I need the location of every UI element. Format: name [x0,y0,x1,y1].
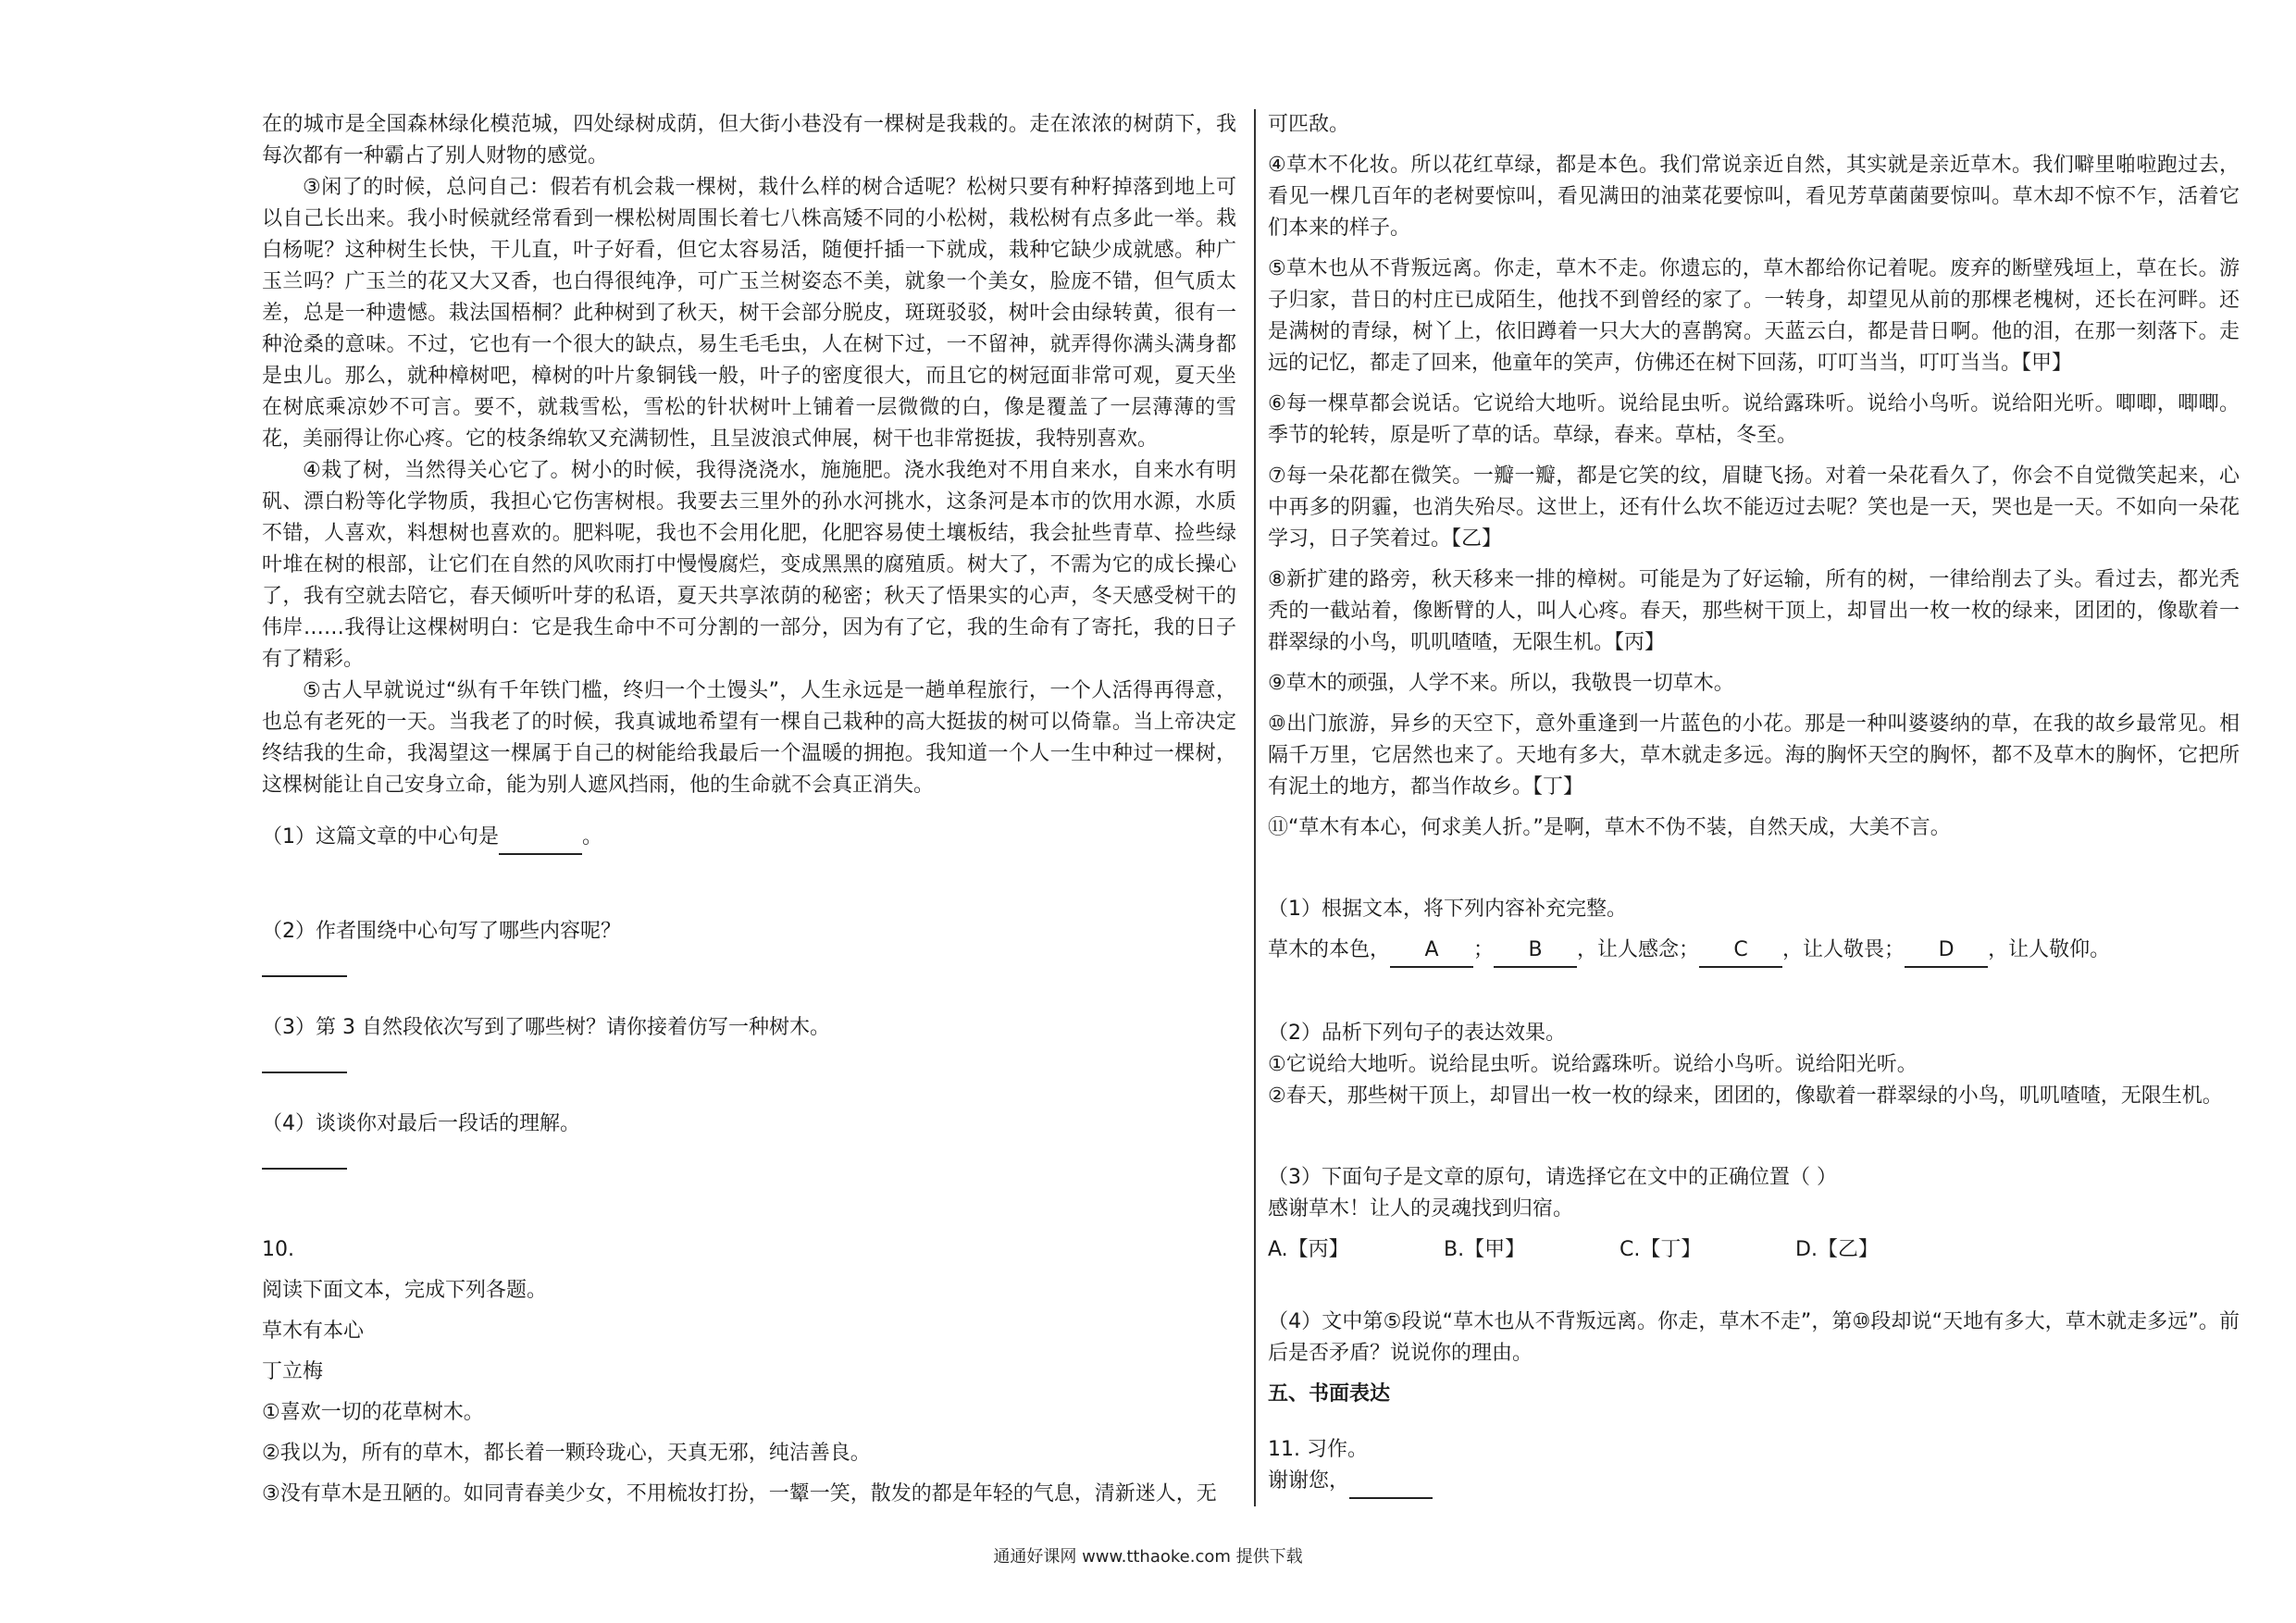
sub-question-2: （2）品析下列句子的表达效果。 [1268,1022,1566,1045]
column-divider [1254,109,1256,1506]
answer-line-2[interactable] [262,948,347,977]
blank-b[interactable]: B [1494,935,1577,968]
blank-c[interactable]: C [1699,935,1782,968]
page-footer: 通通好课网 www.tthaoke.com 提供下载 [993,1547,1303,1567]
section-5-heading: 五、书面表达 [1268,1382,1391,1406]
essay-prompt [1268,1466,2240,1499]
reading-paragraph-4: ④草木不化妆。所以花红草绿，都是本色。我们常说亲近自然，其实就是亲近草木。我们噼里啪啦跑过去，看见一棵几百年的老树要惊叫，看见满田的油菜花要惊叫，看见芳草菌菌要惊叫。草木却不惊不乍，活着它们本来的样子。 [1268,154,2240,240]
option-a[interactable]: A.【丙】 [1268,1238,1349,1261]
reading-title: 草木有本心 [262,1319,365,1343]
essay-prompt-text: 谢谢您， [1268,1469,1350,1493]
answer-line-4[interactable] [262,1140,347,1170]
reading-paragraph-7: ⑦每一朵花都在微笑。一瓣一瓣，都是它笑的纹，眉睫飞扬。对着一朵花看久了，你会不自觉微笑起来，心中再多的阴霾，也消失殆尽。这世上，还有什么坎不能迈过去呢？笑也是一天，哭也是一天。不如向一朵花学习，日子笑着过。【乙】 [1268,465,2240,551]
right-column [1268,109,2240,1508]
option-c[interactable]: C.【丁】 [1620,1238,1702,1261]
reading-paragraph-5: ⑤草木也从不背叛远离。你走，草木不走。你遗忘的，草木都给你记着呢。废弃的断壁残垣上，草在长。游子归家，昔日的村庄已成陌生，他找不到曾经的家了。一转身，却望见从前的那棵老槐树，还长在河畔。还是满树的青绿，树丫上，依旧蹲着一只大大的喜鹊窝。天蓝云白，都是昔日啊。他的泪，在那一刻落下。走远的记忆，都走了回来，他童年的笑声，仿佛还在树下回荡，叮叮当当，叮叮当当。【甲】 [1268,257,2240,375]
option-b[interactable]: B.【甲】 [1444,1238,1526,1261]
question-number-10: 10. [262,1238,294,1261]
blank-a[interactable]: A [1390,935,1473,968]
sub-question-4: （4）文中第⑤段说“草木也从不背叛远离。你走，草木不走”，第⑩段却说“天地有多大，草木就走多远”。前后是否矛盾？说说你的理由。 [1268,1310,2240,1365]
reading-author: 丁立梅 [262,1360,324,1383]
paragraph-4: ④栽了树，当然得关心它了。树小的时候，我得浇浇水，施施肥。浇水我绝对不用自来水，自来水有明矾、漂白粉等化学物质，我担心它伤害树根。我要去三里外的孙水河挑水，这条河是本市的饮用水源，水质不错，人喜欢，料想树也喜欢的。肥料呢，我也不会用化肥，化肥容易使土壤板结，我会扯些青草、捡些绿叶堆在树的根部，让它们在自然的风吹雨打中慢慢腐烂，变成黑黑的腐殖质。树大了，不需为它的成长操心了，我有空就去陪它，春天倾听叶芽的私语，夏天共享浓荫的秘密；秋天了悟果实的心声，冬天感受树干的伟岸……我得让这棵树明白：它是我生命中不可分割的一部分，因为有了它，我的生命有了寄托，我的日子有了精彩。 [262,459,1236,671]
reading-paragraph-1: ①喜欢一切的花草树木。 [262,1401,484,1424]
question-1-text: （1）这篇文章的中心句是 [262,825,499,849]
reading-paragraph-2: ②我以为，所有的草木，都长着一颗玲珑心，天真无邪，纯洁善良。 [262,1442,871,1465]
essay-title-blank[interactable] [1349,1466,1433,1499]
reading-paragraph-8: ⑧新扩建的路旁，秋天移来一排的樟树。可能是为了好运输，所有的树，一律给削去了头。看过去，都光秃秃的一截站着，像断臂的人，叫人心疼。春天，那些树干顶上，却冒出一枚一枚的绿来，团团的，像歇着一群翠绿的小鸟，叽叽喳喳，无限生机。【丙】 [1268,568,2240,654]
sub-question-1: （1）根据文本，将下列内容补充完整。 [1268,898,1627,921]
sub-question-2-sentence-1: ①它说给大地听。说给昆虫听。说给露珠听。说给小鸟听。说给阳光听。 [1268,1053,1917,1076]
question-3: （3）第 3 自然段依次写到了哪些树？请你接着仿写一种树木。 [262,1016,830,1039]
question-number-11: 11. 习作。 [1268,1438,1368,1461]
blank-d[interactable]: D [1905,935,1988,968]
question-1 [262,822,1236,855]
option-d[interactable]: D.【乙】 [1795,1238,1879,1261]
sub-question-2-sentence-2: ②春天，那些树干顶上，却冒出一枚一枚的绿来，团团的，像歇着一群翠绿的小鸟，叽叽喳喳，无限生机。 [1268,1084,2223,1108]
left-column [262,109,1236,1510]
paragraph-3: ③闲了的时候，总问自己：假若有机会栽一棵树，栽什么样的树合适呢？松树只要有种籽掉落到地上可以自己长出来。我小时候就经常看到一棵松树周围长着七八株高矮不同的小松树，栽松树有点多此一举。栽白杨呢？这种树生长快，干儿直，叶子好看，但它太容易活，随便扦插一下就成，栽种它缺少成就感。种广玉兰吗？广玉兰的花又大又香，也白得很纯净，可广玉兰树姿态不美，就象一个美女，脸庞不错，但气质太差，总是一种遗憾。栽法国梧桐？此种树到了秋天，树干会部分脱皮，斑斑驳驳，树叶会由绿转黄，很有一种沧桑的意味。不过，它也有一个很大的缺点，易生毛毛虫，人在树下过，一不留神，就弄得你满头满身都是虫儿。那么，就种樟树吧，樟树的叶片象铜钱一般，叶子的密度很大，而且它的树冠面非常可观，夏天坐在树底乘凉妙不可言。要不，就栽雪松，雪松的针状树叶上铺着一层微微的白，像是覆盖了一层薄薄的雪花，美丽得让你心疼。它的枝条绵软又充满韧性，且呈波浪式伸展，树干也非常挺拔，我特别喜欢。 [262,176,1236,451]
sub-question-3: （3）下面句子是文章的原句，请选择它在文中的正确位置（ ） [1268,1166,1837,1189]
answer-line-3[interactable] [262,1044,347,1073]
sub-question-3-sentence: 感谢草木！让人的灵魂找到归宿。 [1268,1197,1574,1220]
reading-instruction: 阅读下面文本，完成下列各题。 [262,1279,548,1302]
paragraph-5: ⑤古人早就说过“纵有千年铁门槛，终归一个土馒头”，人生永远是一趟单程旅行，一个人活得再得意，也总有老死的一天。当我老了的时候，我真诚地希望有一棵自己栽种的高大挺拔的树可以倚靠。当上帝决定终结我的生命，我渴望这一棵属于自己的树能给我最后一个温暖的拥抱。我知道一个人一生中种过一棵树，这棵树能让自己安身立命，能为别人遮风挡雨，他的生命就不会真正消失。 [262,679,1236,797]
paragraph-continued: 在的城市是全国森林绿化模范城，四处绿树成荫，但大街小巷没有一棵树是我栽的。走在浓浓的树荫下，我每次都有一种霸占了别人财物的感觉。 [262,113,1236,167]
question-4: （4）谈谈你对最后一段话的理解。 [262,1112,580,1135]
reading-paragraph-10: ⑩出门旅游，异乡的天空下，意外重逢到一片蓝色的小花。那是一种叫婆婆纳的草，在我的故乡最常见。相隔千万里，它居然也来了。天地有多大，草木就走多远。海的胸怀天空的胸怀，都不及草木的胸怀，它把所有泥土的地方，都当作故乡。【丁】 [1268,712,2240,799]
sub-question-1-fill: 草木的本色， A ； B ，让人感念； C ，让人敬畏； D ，让人敬仰。 [1268,935,2240,968]
question-2: （2）作者围绕中心句写了哪些内容呢？ [262,920,621,943]
reading-paragraph-3: ③没有草木是丑陋的。如同青春美少女，不用梳妆打扮，一颦一笑，散发的都是年轻的气息，清新迷人，无 [262,1482,1217,1505]
reading-paragraph-6: ⑥每一棵草都会说话。它说给大地听。说给昆虫听。说给露珠听。说给小鸟听。说给阳光听。唧唧，唧唧。季节的轮转，原是听了草的话。草绿，春来。草枯，冬至。 [1268,392,2240,447]
answer-blank-1[interactable] [499,822,582,855]
reading-paragraph-3-continued: 可匹敌。 [1268,113,1350,136]
answer-options [1268,1234,2240,1266]
question-1-tail: 。 [582,825,603,849]
reading-paragraph-9: ⑨草木的顽强，人学不来。所以，我敬畏一切草木。 [1268,672,1734,695]
reading-paragraph-11: ⑪“草木有本心，何求美人折。”是啊，草木不伪不装，自然天成，大美不言。 [1268,816,1951,839]
